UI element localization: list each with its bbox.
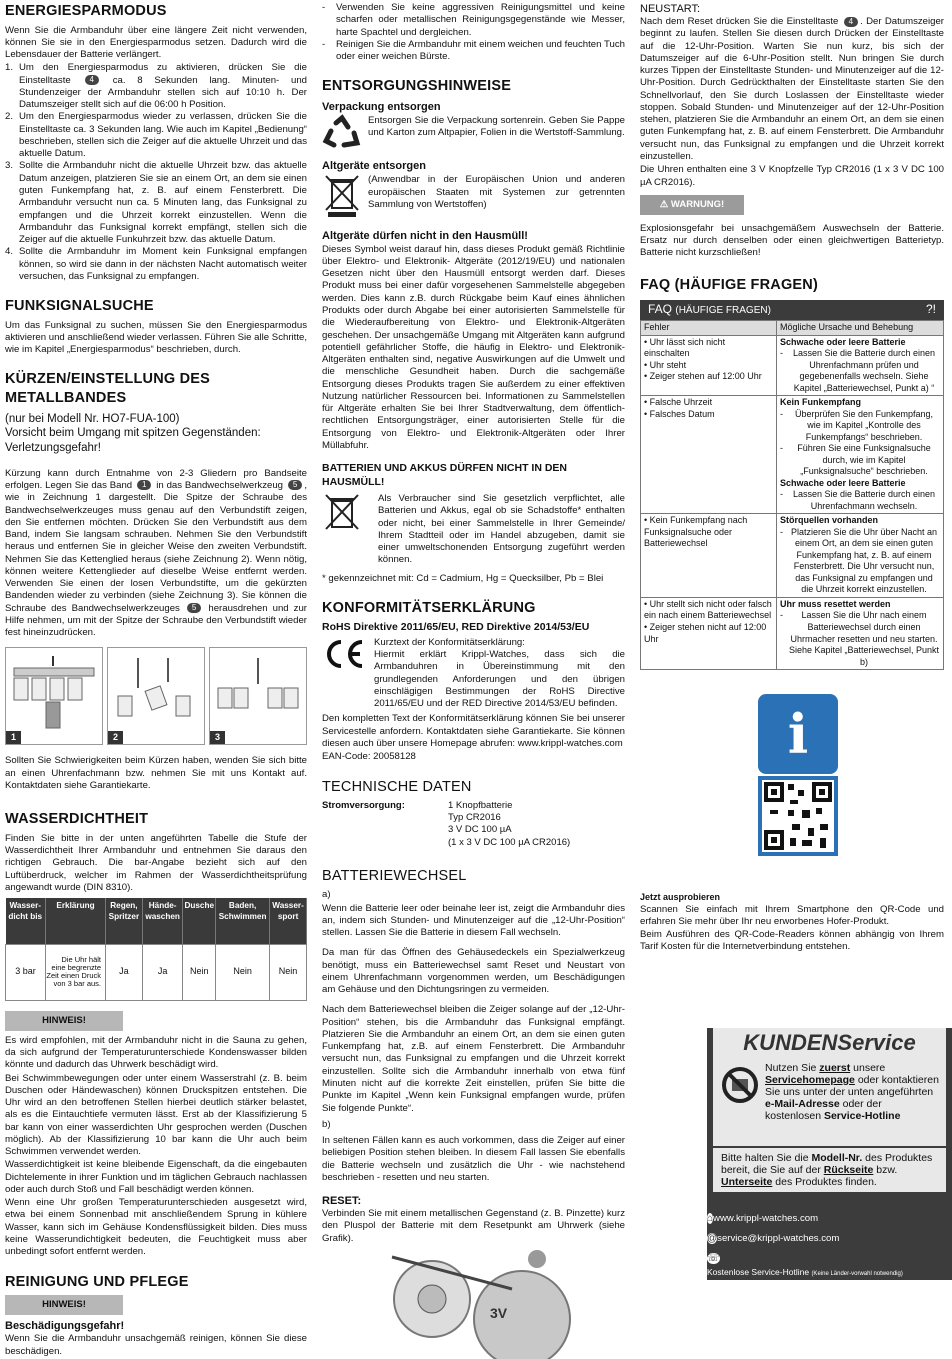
heading-faq: FAQ (HÄUFIGE FRAGEN) — [640, 276, 818, 293]
section-konformitaet: KONFORMITÄTSERKLÄRUNG RoHS Direktive 2011/65/EU, RED Direktive 2014/53/EU Kurztext der Konformitätserklärung: Hiermit erklärt Krippl-Watches, dass sich die Armbanduhren in Übereinstimmung mit den grundlegenden Anforderungen und den übrigen einschlägigen Bestimmungen der RoHS Directive 2011/65/EU und der RED Directive 2014/53/EU befinden. Den kompletten Text der Konformitätserklärung können Sie bei unserer Servicestelle anfordern. Kontaktdaten siehe Garantiekarte. Sie können diesen auch über unsere Homepage abrufen: www.krippl-watches.com EAN-Code: 20058128 — [322, 599, 625, 763]
table-row — [641, 396, 944, 514]
section-energiesparmodus — [5, 2, 307, 283]
beschaedigungsgefahr: Beschädigungsgefahr! — [5, 1320, 125, 1333]
heading-technische-daten: TECHNISCHE DATEN — [322, 778, 472, 795]
faq-cause: Kein Funkempfang — [780, 397, 862, 408]
list-item: • Zeiger stehen auf 12:00 Uhr — [644, 371, 773, 383]
table-row: 3 bar Die Uhr hält eine begrenzte Zeit einen Druck von 3 bar aus. Ja Ja Nein Nein Nein — [6, 944, 307, 1000]
list-item: • Uhr stellt sich nicht oder falsch ein nach einem Batteriewechsel — [644, 599, 773, 622]
heading-funksignal: FUNKSIGNALSUCHE — [5, 298, 154, 315]
heading-reinigung: REINIGUNG UND PFLEGE — [5, 1273, 189, 1290]
list-item: • Falsches Datum — [644, 409, 773, 421]
metallband-hilfe: Sollten Sie Schwierigkeiten beim Kürzen haben, wenden Sie sich bitte an einen Uhrenfachmann bzw. nehmen Sie mit uns Kontakt auf. Kontaktdaten siehe Garantiekarte. — [5, 755, 307, 791]
column-right — [640, 2, 945, 1291]
ce-mark-icon — [322, 637, 368, 675]
list-item: • Zeiger stehen nicht auf 12:00 Uhr — [644, 622, 773, 645]
column-middle — [322, 2, 625, 1333]
globe-icon: ⌂ — [707, 1212, 714, 1224]
info-icon: i — [758, 694, 838, 774]
section-wasserdichtheit: WASSERDICHTHEIT Finden Sie bitte in der unten angeführten Tabelle die Stufe der Wasserdichtheit Ihrer Armbanduhr und entnehmen Sie daraus den richtigen Gebrauch. Die bar-Angabe bezieht sich auf den Luftüberdruck, welcher im Rahmen der Wasserdichtheitsprüfung angewandt wurde (DIN 8310). Wasser-dicht bis Erklärung Regen, Spritzer Hände-waschen Dusche Baden, Schwimmen Wasser-sport 3 bar Die Uhr hält eine begrenzte Zeit einen Druck von 3 bar aus. Ja Ja Nein Nein Nein HINWEIS! Es wird empfohlen, mit der Armbanduhr nicht in die Sauna zu gehen, da sich aufgrund der Temperaturunterschiede Kondenswasser bilden könnte und dadurch das Uhrwerk beschädigt wird. Bei Schwimmbewegungen oder unter einem Wasserstrahl (z. B. beim Duschen oder Händewaschen) können Druckspitzen entstehen. Die Uhr wird an den betroffenen Stellen hierbei deutlich stärker belastet, als es die Eintauchtiefe vermuten lässt. Erst ab der Klassifizierung 5 bar kann von einer wasserdichten Uhr gesprochen werden (Duschen möglich). Ab der Klassifizierung 10 bar kann die Uhr auch beim Schwimmen verwendet werden. Wasserdichtigkeit ist keine bleibende Eigenschaft, da die eingebauten Dichtelemente in ihrer Funktion und im täglichen Gebrauch nachlassen oder auch durch Stoß und Fall beschädigt werden können. Wenn eine Uhr großen Temperaturunterschieden ausgesetzt wird, etwa bei einem Sonnenbad mit anschließendem Sprung in kühlere Wasser, kann sich im Gehäuse Kondensflüssigkeit bilden. Dies muss keine Wasserundichtigkeit bedeuten, die Feuchtigkeit muss aber unbedingt sofort entfernt werden. — [5, 811, 307, 1258]
faq-table: Fehler Mögliche Ursache und Behebung • Uhr lässt sich nicht einschalten • Uhr steht • Zeiger stehen auf 12:00 Uhr Schwache oder leere Batterie - Lassen Sie die Batterie durch einen Uhrenfachmann prüfen und gegebenenfalls wechseln. Siehe Kapitel „Batteriewechsel, Punkt a) “ • Falsche Uhrzeit • Falsches Datum Kein Funkempfang - Überprüfen Sie den Funkempfang, wie im Kapitel „Kontrolle des Funkempfangs“ beschrieben. - Führen Sie eine Funksignalsuche durch, wie im Kapitel „Funksignalsuche“ beschrieben. Schwache oder leere Batterie - Lassen Sie die Batterie durch einen Uhrenfachmann wechseln. • Kein Funkempfang nach Funksignalsuche oder Batteriewechsel Störquellen vorhanden - Platzieren Sie die Uhr über Nacht an einem Ort, an dem sie einen guten Funkempfang hat, z. B. auf einem Fensterbrett. Die Uhr versucht nun, das Funksignal zu empfangen und die Uhrzeit korrekt einzustellen. • Uhr stellt sich nicht oder falsch ein nach einem Batteriewechsel • Zeiger stehen nicht auf 12:00 Uhr Uhr muss resettet werden - Lassen Sie die Uhr nach einem Batteriewechsel durch einen Uhrmacher resetten und neu starten. Siehe Kapitel „Batteriewechsel, Punkt b) — [640, 320, 944, 670]
kundenservice-contacts — [707, 1210, 952, 1291]
heading-energiesparmodus: ENERGIESPARMODUS — [5, 3, 167, 19]
drawing-2: 2 — [107, 647, 205, 745]
drawing-3: 3 — [209, 647, 307, 745]
kundenservice-logo: KUNDENService — [713, 1028, 946, 1058]
faq-cause: Uhr muss resettet werden — [780, 598, 891, 609]
phone-icon: ☏ — [707, 1252, 720, 1264]
list-item: - Lassen Sie die Batterie durch einen Uhrenfachmann prüfen und gegebenenfalls wechseln. Siehe Kapitel „Batteriewechsel, Punkt a) “ — [780, 348, 936, 393]
step-2: 2. Um den Energiesparmodus wieder zu verlassen, drücken Sie die Einstelltaste ca. 3 Sekunden lang. Wie auch im Kapitel „Bedienung“ beschrieben, stellen sich die Zeiger auf die aktuelle Uhrzeit und das aktuelle Datum. — [5, 111, 307, 160]
reset-illustration — [372, 1249, 572, 1333]
list-item: - Überprüfen Sie den Funkempfang, wie im Kapitel „Kontrolle des Funkempfangs“ beschrieben. — [780, 408, 934, 442]
heading-neustart: NEUSTART: — [640, 3, 701, 15]
no-return-icon — [721, 1066, 759, 1104]
hotline[interactable]: ☏ Kostenlose Service-Hotline (Keine Länder-vorwahl notwendig) 00800 52323000 — [707, 1252, 903, 1291]
key-badge: 4 — [85, 75, 99, 85]
table-row — [641, 514, 944, 598]
list-item: - Lassen Sie die Batterie durch einen Uhrenfachmann wechseln. — [780, 489, 936, 511]
qr-code[interactable] — [758, 776, 838, 856]
list-item: - Lassen Sie die Uhr nach einem Batteriewechsel durch einen Uhrmacher resetten und neu starten. Siehe Kapitel „Batteriewechsel, Punkt b) — [780, 610, 940, 667]
heading-entsorgung: ENTSORGUNGSHINWEISE — [322, 78, 512, 95]
help-icon: ?! — [925, 302, 936, 317]
at-icon: @ — [707, 1232, 718, 1244]
hinweis-badge: HINWEIS! — [5, 1295, 123, 1315]
list-item: • Kein Funkempfang nach Funksignalsuche oder Batteriewechsel — [644, 515, 773, 550]
list-item: - Verwenden Sie keine aggressiven Reinigungsmittel und keine scharfen oder metallischen Reinigungsgegenstände wie Messer, harte Spachtel und dergleichen. — [322, 2, 625, 38]
warning-triangle-icon: ⚠ — [659, 198, 669, 210]
table-row — [641, 597, 944, 669]
wasserdichtheit-table: Wasser-dicht bis Erklärung Regen, Spritzer Hände-waschen Dusche Baden, Schwimmen Wasser-sport 3 bar Die Uhr hält eine begrenzte Zeit einen Druck von 3 bar aus. Ja Ja Nein Nein Nein — [5, 898, 307, 1001]
hinweis-badge: HINWEIS! — [5, 1011, 123, 1031]
email-link[interactable]: @service@krippl-watches.com — [707, 1232, 840, 1244]
section-neustart: NEUSTART: Nach dem Reset drücken Sie die Einstelltaste 4 . Der Datumszeiger beginnt zu laufen. Stellen Sie diesen durch Drücken der Einstelltaste auf die 12-Uhr-Position. Warten Sie nun kurz, bis sich der Datumszeiger auf die 6-Uhr-Position stellt. Nun bringen Sie durch kurzes Tippen der Einstelltaste Stunden- und Minutenzeiger auf die 12-Uhr-Position. Durch Gedrückthalten der Einstelltaste starten Sie den Schnellvorlauf, den Sie durch Loslassen der Einstelltaste wieder stoppen. Sobald Stunden- und Minutenzeiger auf der 12-Uhr-Position stehen, platzieren Sie die Armbanduhr an einem Ort, an dem sie einen guten Funkempfang hat, z. B. auf einem Fensterbrett. Die Armbanduhr versucht nun, das Funksignal zu empfangen und die Uhrzeit korrekt einzustellen. Die Uhren enthalten eine 3 V Knopfzelle Typ CR2016 (1 x 3 V DC 100 µA CR2016). ⚠ WARNUNG! Explosionsgefahr bei unsachgemäßem Auswechseln der Batterie. Ersatz nur durch denselben oder einen gleichwertigen Batterietyp. Batterie nicht kurzschließen! — [640, 3, 945, 259]
list-item: - Platzieren Sie die Uhr über Nacht an einem Ort, an dem sie einen guten Funkempfang hat, z. B. auf einem Fensterbrett. Die Uhr versucht nun, das Funksignal zu empfangen und die Uhrzeit korrekt einzustellen. — [780, 526, 938, 595]
kundenservice-box: KUNDENService Nutzen Sie zuerst unsere Servicehomepage oder kontaktieren Sie uns unter der unten angeführten e-Mail-Adresse oder der kostenlosen Service-Hotline Bitte halten Sie die Modell-Nr. des Produktes bereit, die Sie auf der Rückseite bzw. Unterseite des Produktes finden. — [707, 1028, 952, 1210]
section-batteriewechsel: BATTERIEWECHSEL a) Wenn die Batterie leer oder beinahe leer ist, zeigt die Armbanduhr dies an, indem sich Stunden- und Minutenzeiger auf die „12-Uhr-Position“ stellen. Lassen Sie die Batterie in diesem Fall wechseln. Da man für das Öffnen des Gehäusedeckels ein Spezialwerkzeug benötigt, muss ein Batteriewechsel samt Reset und Neustart von einem Uhrenfachmann vorgenommen werden, um Beschädigungen am Gehäuse und den Dichtungsringen zu vermeiden. Nach dem Batteriewechsel bleiben die Zeiger solange auf der „12-Uhr-Position“ stehen, bis die Armbanduhr das Funksignal empfängt. Platzieren Sie die Armbanduhr an einem Ort, an dem sie einen guten Funkempfang hat, z.B. auf einem Fensterbrett. Die Armbanduhr versucht nun, das Funksignal zu empfangen und die Uhrzeit korrekt einzustellen. Sollte sich die Armbanduhr innerhalb von etwa fünf Minuten nicht auf die korrekte Zeit einstellen, prüfen Sie bitte die Punkte im Kapitel „Wenn kein Funksignal empfangen wurde, prüfen Sie folgende Punkte“. b) In seltenen Fällen kann es auch vorkommen, dass die Zeiger auf einer beliebigen Position stehen bleiben. In diesem Fall lassen Sie ebenfalls die Batterie wechseln und zusätzlich die Uhr - wie nachstehend beschrieben - resetten und neu starten. RESET: Verbinden Sie mit einem metallischen Gegenstand (z. B. Pinzette) kurz den Pluspol der Batterie mit dem Resetpunkt am Uhrwerk (siehe Grafik). 3V — [322, 867, 625, 1333]
section-entsorgung: ENTSORGUNGSHINWEISE Verpackung entsorgen Entsorgen Sie die Verpackung sortenrein. Geben Sie Pappe und Karton zum Altpapier, Folien in die Wertstoff-Sammlung. Altgeräte entsorgen (Anwendbar in der Europäischen Union und anderen europäischen Staaten mit Systemen zur getrennten Sammlung von Wertstoffen) Altgeräte dürfen nicht in den Hausmüll! Dieses Symbol weist darauf hin, dass dieses Produkt gemäß Richtlinie über Elektro- und Elektronik- Altgeräte (2012/19/EU) und nationalen Gesetzen nicht über den Hausmüll entsorgt werden darf. Dieses Produkt muss bei einer dafür vorgesehenen Sammelstelle abgegeben werden. Dies kann z.B. durch Rückgabe beim Kauf eines ähnlichen Produkts oder durch Abgabe bei einer autorisierten Sammelstelle für die Wiederaufbereitung von Elektro- und Elektronik-Altgeräten geschehen. Der unsachgemäße Umgang mit Altgeräten kann aufgrund potentiell gefährlicher Stoffe, die häufig in Elektro- und Elektronik-Altgeräten enthalten sind, negative Auswirkungen auf die Umwelt und die menschliche Gesundheit haben. Durch die sachgemäße Entsorgung dieses Produkts tragen Sie außerdem zu einer effektiven Nutzung natürlicher Ressourcen bei. Informationen zu Sammelstellen für Altgeräte erhalten Sie bei Ihrer Stadtverwaltung, dem öffentlich-rechtlichen Entsorgungsträger, einer autorisierten Stelle für die Entsorgung von Elektro- und Elektronik-Altgeräten oder Ihrer Müllabfuhr. BATTERIEN UND AKKUS DÜRFEN NICHT IN DEN HAUSMÜLL! Als Verbraucher sind Sie gesetzlich verpflichtet, alle Batterien und Akkus, egal ob sie Schadstoffe* enthalten oder nicht, bei einer Sammelstelle in Ihrer Gemeinde/ Ihrem Stadtteil oder im Handel abzugeben, damit sie einer umweltschonenden Entsorgung zugeführt werden können. * gekennzeichnet mit: Cd = Cadmium, Hg = Quecksilber, Pb = Blei — [322, 78, 625, 584]
heading-metallband: KÜRZEN/EINSTELLUNG DES METALLBANDES — [5, 371, 210, 407]
section-technische-daten: TECHNISCHE DATEN Stromversorgung: 1 Knopfbatterie Typ CR2016 3 V DC 100 µA (1 x 3 V DC 100 µA CR2016) — [322, 778, 625, 849]
watch-movement-icon — [372, 1249, 572, 1339]
metallband-anleitung: Kürzung kann durch Entnahme von 2-3 Gliedern pro Bandseite erfolgen. Legen Sie das Band 1 in das Bandwechselwerkzeug 5 , wie in Zeichnung 1 dargestellt. Die Spitze der Schraube des Bandwechselwerkzeuges muss genau auf den Verbundstift zeigen, den Sie entfernen möchten. Drücken Sie den Verbundstift aus dem Band, indem Sie langsam schrauben. Nehmen Sie den Verbundstift heraus und entfernen Sie in gleicher Weise den zweiten Verbundstift. Nehmen Sie das Kettenglied heraus (siehe Zeichnung 2). Wenn nötig, können weitere Kettenglieder auf dieselbe Weise entfernt werden. Verwenden Sie einen der losen Verbundstifte, um die gekürzten Bandenden wieder zu verbinden (siehe Zeichnung 3). Sie können die Schraube des Bandwechselwerkzeuges 5 herausdrehen und zur Hilfe nehmen, um mit der Spitze der Schraube den Verbundstift wieder fest hineinzudrücken. — [5, 467, 307, 639]
section-metallband — [5, 370, 307, 792]
faq-box-title: FAQ (HÄUFIGE FRAGEN) ?! — [640, 300, 944, 320]
recycle-icon — [322, 115, 362, 155]
key-badge: 1 — [137, 480, 151, 490]
modell-note: (nur bei Modell Nr. HO7-FUA-100) — [5, 412, 180, 425]
wasser-text: Finden Sie bitte in der unten angeführten Tabelle die Stufe der Wasserdichtheit Ihrer Armbanduhr und entnehmen Sie daraus den richtigen Gebrauch. Die bar-Angabe bezieht sich auf den Luftüberdruck, welcher im Rahmen der Wasserdichtheitsprüfung angewandt wurde (DIN 8310). — [5, 832, 307, 893]
step-3: 3. Sollte die Armbanduhr nicht die aktuelle Uhrzeit bzw. das aktuelle Datum anzeigen, platzieren Sie sie an einem Ort, an dem sie einen guten Funkempfang hat, z. B. auf einem Fensterbrett. Die Armbanduhr versucht nun ca. 5 Minuten lang, das Funksignal zu empfangen und die Uhrzeit korrekt einzustellen. Wenn die Armbanduhr das Funksignal korrekt empfängt, stellen sich die Zeiger auf die aktuelle Funkuhrzeit bzw. das aktuelle Datum. — [5, 160, 307, 246]
battery-label: 3V — [490, 1304, 508, 1321]
list-item: • Falsche Uhrzeit — [644, 397, 773, 409]
energiesparmodus-intro: Wenn Sie die Armbanduhr über eine längere Zeit nicht verwenden, können Sie sie in den Energiesparmodus setzen. Dadurch wird die Lebensdauer der Batterie verlängert. — [5, 24, 307, 61]
section-faq — [640, 276, 944, 670]
faq-cause: Schwache oder leere Batterie — [780, 336, 906, 347]
website-link[interactable]: ⌂www.krippl-watches.com — [707, 1212, 819, 1224]
heading-konformitaet: KONFORMITÄTSERKLÄRUNG — [322, 599, 536, 616]
list-item: - Reinigen Sie die Armbanduhr mit einem weichen und feuchten Tuch oder einer weichen Bürste. — [322, 38, 625, 63]
faq-cause: Störquellen vorhanden — [780, 515, 879, 526]
list-item: • Uhr lässt sich nicht einschalten — [644, 337, 773, 360]
step-4: 4. Sollte die Armbanduhr im Moment kein Funksignal empfangen können, so wird sie dann in der nächsten Nacht automatisch weiter versuchen, das Funksignal zu empfangen. — [5, 246, 307, 282]
section-qr: Jetzt ausprobieren Scannen Sie einfach mit Ihrem Smartphone den QR-Code und erfahren Sie mehr über Ihr neu erworbenes Hofer-Produkt. Beim Ausführen des QR-Code-Readers können abhängig von Ihrem Tarif Kosten für die Internetverbindung entstehen. — [640, 892, 944, 953]
section-reinigung: REINIGUNG UND PFLEGE HINWEIS! Beschädigungsgefahr! Wenn Sie die Armbanduhr unsachgemäß reinigen, können Sie diese beschädigen. — [5, 1273, 307, 1357]
crossed-bin-icon — [322, 174, 362, 222]
key-badge: 5 — [187, 603, 201, 613]
drawings — [5, 647, 307, 745]
funksignal-text: Um das Funksignal zu suchen, müssen Sie den Energiesparmodus aktivieren und anschließend wieder verlassen. Führen Sie alle Schritte, wie im Kapitel „Energiesparmodus“ beschrieben, durch. — [5, 319, 307, 356]
heading-wasserdichtheit: WASSERDICHTHEIT — [5, 811, 149, 828]
heading-batteriewechsel: BATTERIEWECHSEL — [322, 867, 467, 884]
faq-cause: Schwache oder leere Batterie — [780, 477, 906, 488]
key-badge: 5 — [288, 480, 302, 490]
verletzung-warnung: Vorsicht beim Umgang mit spitzen Gegenständen: Verletzungsgefahr! — [5, 427, 261, 454]
crossed-bin-icon — [322, 493, 372, 537]
warnung-badge: ⚠ WARNUNG! — [640, 195, 744, 215]
list-item: • Uhr steht — [644, 360, 773, 372]
drawing-1: 1 — [5, 647, 103, 745]
step-1: 1. Um den Energiesparmodus zu aktivieren, drücken Sie die Einstelltaste 4 ca. 8 Sekunden lang. Minuten- und Stundenzeiger der Armbanduhr stellen sich auf 10:10 h. Der Datumszeiger stellt sich auf die 06:00 h Position. — [5, 62, 307, 111]
section-funksignal — [5, 297, 307, 356]
column-left — [5, 2, 307, 1359]
list-item: - Führen Sie eine Funksignalsuche durch, wie im Kapitel „Funksignalsuche“ beschrieben. — [780, 443, 931, 477]
table-row — [641, 335, 944, 396]
key-badge: 4 — [844, 17, 858, 27]
